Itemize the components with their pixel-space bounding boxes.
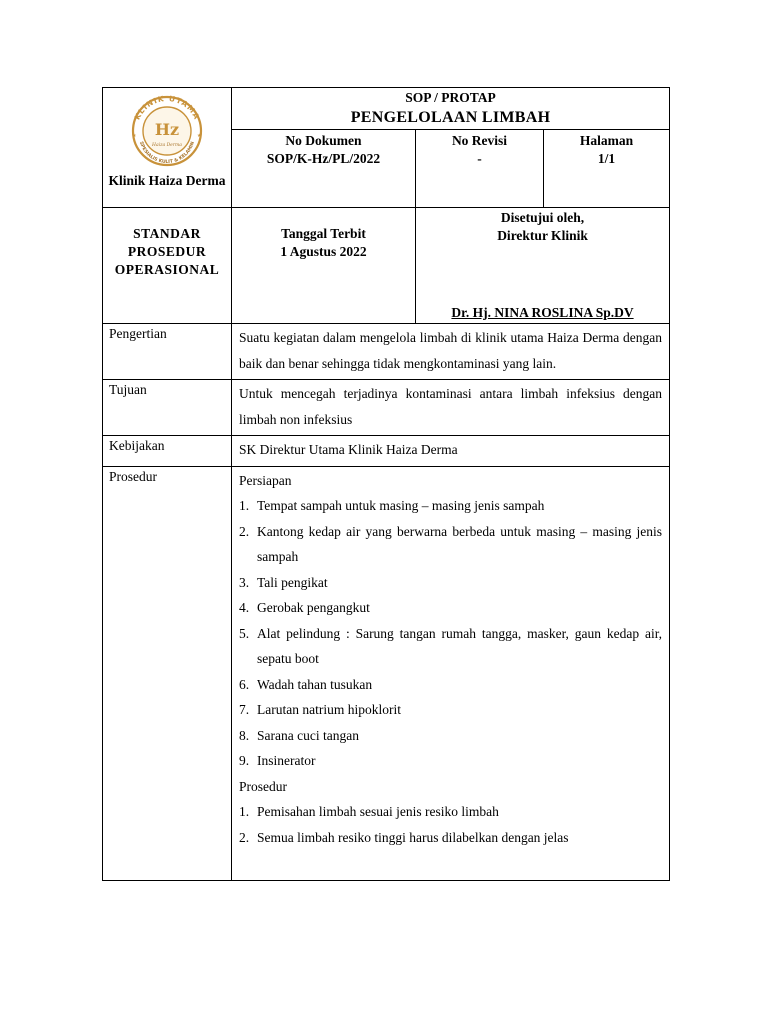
no-revisi-label: No Revisi [451,133,508,148]
list-item-text: Gerobak pengangkut [257,600,370,615]
list-item [239,723,662,749]
list-item [239,493,662,519]
approval-cell [416,208,670,324]
no-dokumen-cell [232,130,416,208]
title-cell [232,88,670,130]
no-dokumen-value: SOP/K-Hz/PL/2022 [266,151,381,167]
kebijakan-label: Kebijakan [103,436,232,467]
list-item-number: 2. [239,523,250,539]
list-item [239,570,662,596]
pengertian-label: Pengertian [103,324,232,380]
list-item [239,595,662,621]
list-item-number: 7. [239,702,250,717]
list-item [239,672,662,698]
list-item [239,519,662,570]
prosedur-label: Prosedur [103,466,232,880]
list-item-text: Tempat sampah untuk masing – masing jenis sampah [257,498,545,513]
list-item-text: Alat pelindung : Sarung tangan rumah tangga, masker, gaun kedap air, sepatu boot [257,625,663,666]
no-revisi-cell [416,130,544,208]
list-item [239,799,662,825]
clinic-logo [121,91,213,167]
list-item [239,748,662,774]
sop-document-table [102,87,670,881]
tanggal-terbit-cell [232,208,416,324]
disetujui-label: Disetujui oleh, [500,210,585,225]
langkah-list [239,799,662,850]
doc-title: PENGELOLAAN LIMBAH [350,109,551,127]
list-item-text: Pemisahan limbah sesuai jenis resiko limbah [257,804,499,819]
list-item-number: 3. [239,574,250,590]
no-dokumen-label: No Dokumen [285,133,362,148]
clinic-logo-cell [103,88,232,208]
standar-line: OPERASIONAL [114,262,220,278]
direktur-label: Direktur Klinik [497,228,588,244]
logo-top-text: KLINIK UTAMA [132,93,202,122]
list-item [239,621,662,672]
halaman-value: 1/1 [597,151,616,167]
list-item-text: Kantong kedap air yang berwarna berbeda untuk masing – masing jenis sampah [257,523,663,564]
kebijakan-text: SK Direktur Utama Klinik Haiza Derma [232,436,670,467]
doc-type: SOP / PROTAP [405,90,496,105]
list-item-text: Tali pengikat [257,574,328,590]
tujuan-text: Untuk mencegah terjadinya kontaminasi antara limbah infeksius dengan limbah non infeksius [232,380,670,436]
logo-bottom-text: SPESIALIS KULIT & KELAMIN [137,141,197,166]
halaman-label: Halaman [579,133,634,148]
clinic-name: Klinik Haiza Derma [108,173,226,188]
list-item-text: Sarana cuci tangan [257,727,359,743]
no-revisi-value: - [477,151,482,167]
logo-monogram: Hz [154,120,180,139]
logo-star-right-icon: ★ [197,134,202,139]
list-item-number: 2. [239,829,250,845]
tanggal-terbit-label: Tanggal Terbit [281,226,366,241]
logo-tagline: Haiza Derma [152,143,182,148]
list-item-text: Semua limbah resiko tinggi harus dilabelkan dengan jelas [257,829,569,845]
prosedur-heading: Prosedur [239,778,287,794]
list-item-text: Wadah tahan tusukan [257,676,373,692]
prosedur-content [232,466,670,880]
list-item-number: 4. [239,600,250,615]
standar-line: STANDAR [133,226,201,241]
persiapan-heading: Persiapan [239,472,292,488]
list-item-number: 8. [239,727,250,743]
list-item [239,825,662,851]
persiapan-list [239,493,662,774]
list-item-number: 1. [239,804,250,819]
list-item-number: 5. [239,625,250,641]
tanggal-terbit-value: 1 Agustus 2022 [280,244,367,260]
clinic-logo-emblem-icon [121,91,213,167]
standar-line: PROSEDUR [127,244,207,260]
list-item-number: 1. [239,498,250,513]
halaman-cell [544,130,670,208]
list-item-text: Insinerator [257,753,316,768]
logo-star-left-icon: ★ [132,134,137,139]
list-item-text: Larutan natrium hipoklorit [257,702,401,717]
standar-prosedur-cell [103,208,232,324]
signer-name: Dr. Hj. NINA ROSLINA Sp.DV [451,304,634,320]
tujuan-label: Tujuan [103,380,232,436]
list-item-number: 6. [239,676,250,692]
list-item-number: 9. [239,753,250,768]
list-item [239,697,662,723]
pengertian-text: Suatu kegiatan dalam mengelola limbah di klinik utama Haiza Derma dengan baik dan benar sehingga tidak mengkontaminasi yang lain. [232,324,670,380]
